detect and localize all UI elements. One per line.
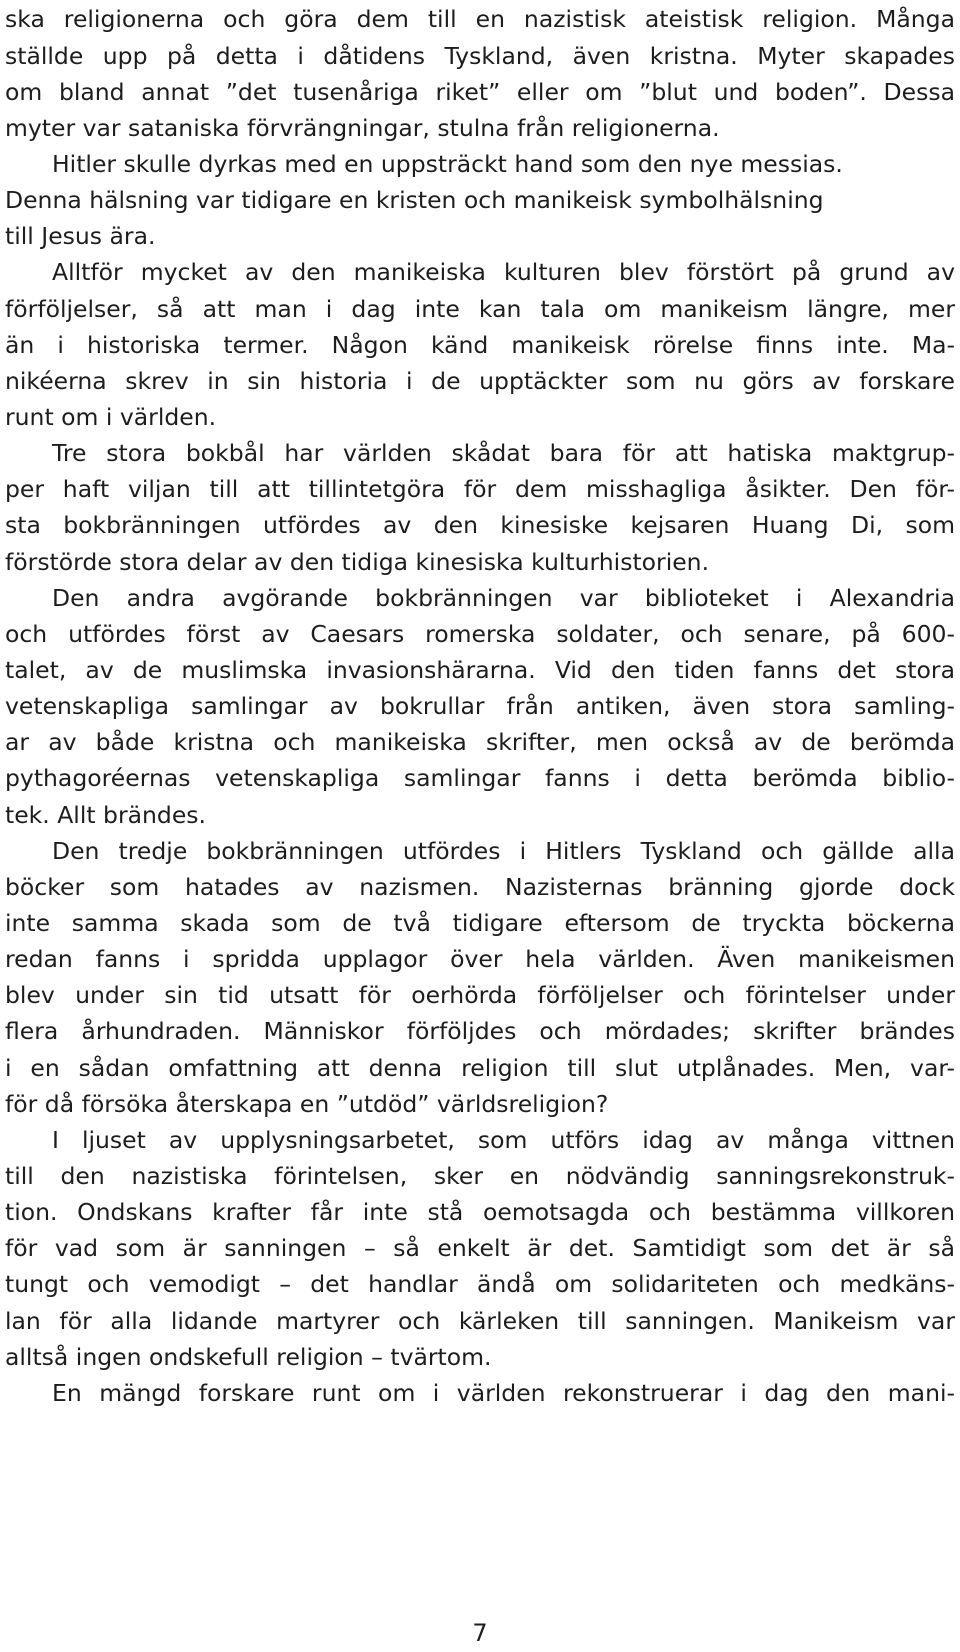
text-line: Tre stora bokbål har världen skådat bara för att hatiska maktgrup-: [52, 439, 955, 467]
text-line: vetenskapliga samlingar av bokrullar från antiken, även stora samling-: [5, 692, 955, 720]
text-line: Alltför mycket av den manikeiska kulturen blev förstört på grund av: [52, 258, 955, 286]
text-line: Denna hälsning var tidigare en kristen och manikeisk symbolhälsning: [5, 186, 824, 214]
text-line: till Jesus ära.: [5, 222, 156, 250]
text-line: tion. Ondskans krafter får inte stå oemotsagda och bestämma villkoren: [5, 1198, 955, 1226]
text-line: ställde upp på detta i dåtidens Tyskland, även kristna. Myter skapades: [5, 42, 955, 70]
text-line: till den nazistiska förintelsen, sker en nödvändig sanningsrekonstruk-: [5, 1162, 955, 1190]
text-line: ar av både kristna och manikeiska skrifter, men också av de berömda: [5, 728, 955, 756]
text-line: tungt och vemodigt – det handlar ändå om solidariteten och medkäns-: [5, 1270, 955, 1298]
text-line: för då försöka återskapa en ”utdöd” världsreligion?: [5, 1090, 609, 1118]
text-line: för vad som är sanningen – så enkelt är det. Samtidigt som det är så: [5, 1234, 955, 1262]
text-line: i en sådan omfattning att denna religion till slut utplånades. Men, var-: [5, 1054, 955, 1082]
text-line: myter var sataniska förvrängningar, stulna från religionerna.: [5, 114, 720, 142]
text-line: förföljelser, så att man i dag inte kan tala om manikeism längre, mer: [5, 295, 955, 323]
text-line: I ljuset av upplysningsarbetet, som utförs idag av många vittnen: [52, 1126, 955, 1154]
text-line: En mängd forskare runt om i världen rekonstruerar i dag den mani-: [52, 1379, 955, 1407]
text-line: blev under sin tid utsatt för oerhörda förföljelser och förintelser under: [5, 981, 955, 1009]
text-line: runt om i världen.: [5, 403, 217, 431]
text-line: och utfördes först av Caesars romerska soldater, och senare, på 600-: [5, 620, 955, 648]
text-line: böcker som hatades av nazismen. Nazisternas bränning gjorde dock: [5, 873, 955, 901]
text-line: alltså ingen ondskefull religion – tvärtom.: [5, 1343, 492, 1371]
text-line: om bland annat ”det tusenåriga riket” eller om ”blut und boden”. Dessa: [5, 78, 955, 106]
text-line: tek. Allt brändes.: [5, 801, 207, 829]
page-number: 7: [472, 1619, 488, 1647]
text-line: förstörde stora delar av den tidiga kinesiska kulturhistorien.: [5, 548, 710, 576]
text-line: inte samma skada som de två tidigare eftersom de tryckta böckerna: [5, 909, 955, 937]
text-line: pythagoréernas vetenskapliga samlingar fanns i detta berömda biblio-: [5, 764, 955, 792]
text-line: talet, av de muslimska invasionshärarna. Vid den tiden fanns det stora: [5, 656, 955, 684]
text-line: Den andra avgörande bokbränningen var biblioteket i Alexandria: [52, 584, 955, 612]
text-line: redan fanns i spridda upplagor över hela världen. Även manikeismen: [5, 945, 955, 973]
text-line: ska religionerna och göra dem till en nazistisk ateistisk religion. Många: [5, 5, 955, 33]
text-line: Den tredje bokbränningen utfördes i Hitlers Tyskland och gällde alla: [52, 837, 955, 865]
text-line: Hitler skulle dyrkas med en uppsträckt hand som den nye messias.: [52, 150, 843, 178]
text-line: lan för alla lidande martyrer och kärleken till sanningen. Manikeism var: [5, 1307, 955, 1335]
text-line: per haft viljan till att tillintetgöra för dem misshagliga åsikter. Den för-: [5, 475, 955, 503]
text-line: sta bokbränningen utfördes av den kinesiske kejsaren Huang Di, som: [5, 511, 955, 539]
text-line: nikéerna skrev in sin historia i de upptäckter som nu görs av forskare: [5, 367, 955, 395]
text-line: flera århundraden. Människor förföljdes och mördades; skrifter brändes: [5, 1017, 955, 1045]
text-line: än i historiska termer. Någon känd manikeisk rörelse finns inte. Ma-: [5, 331, 955, 359]
